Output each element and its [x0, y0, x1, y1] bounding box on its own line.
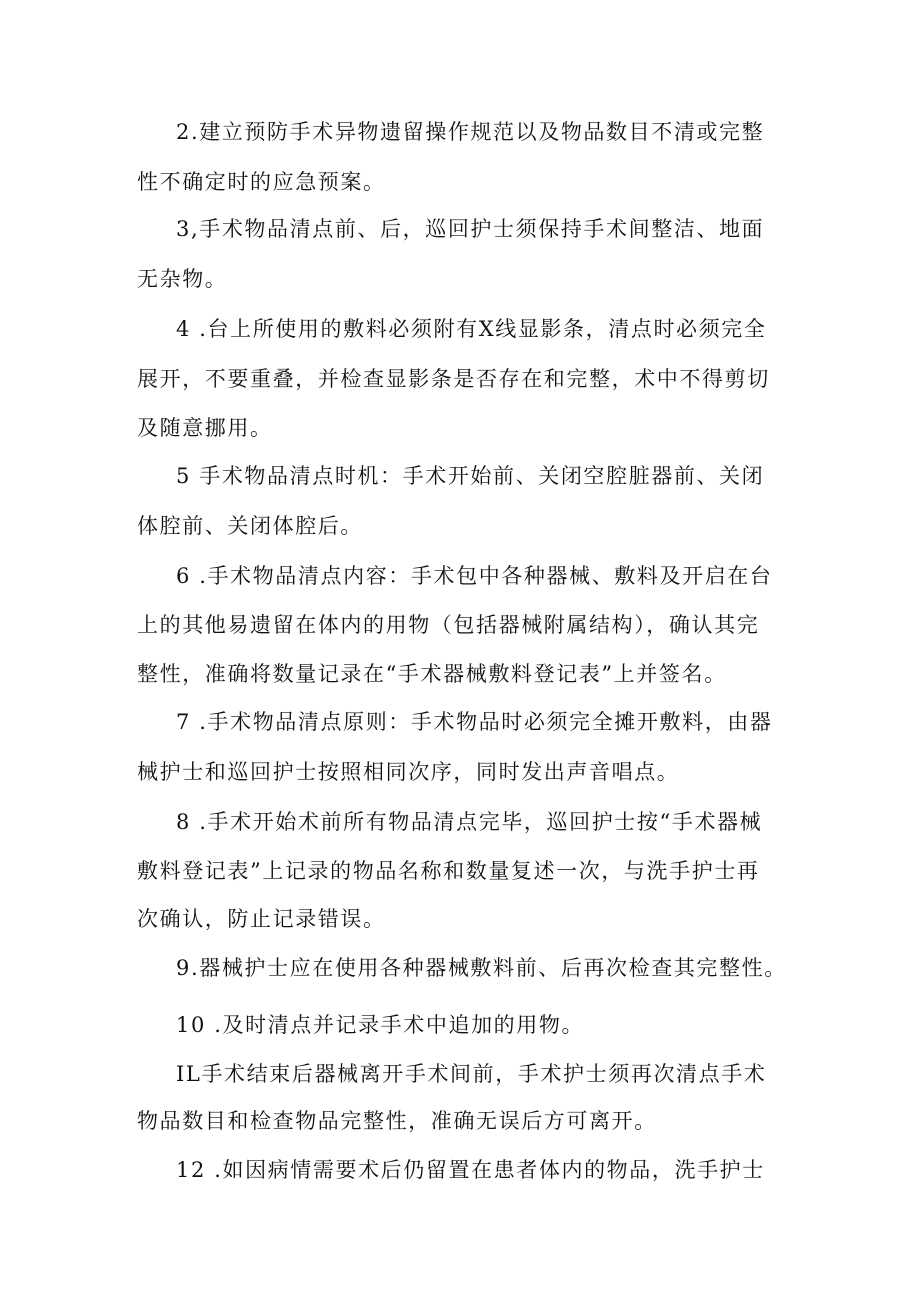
paragraph-5-line-1: 5 手术物品清点时机：手术开始前、关闭空腔脏器前、关闭: [176, 464, 765, 488]
paragraph-3-line-2: 无杂物。: [137, 267, 228, 291]
paragraph-12-line-1: 12 .如因病情需要术后仍留置在患者体内的物品，洗手护士: [176, 1158, 765, 1182]
paragraph-11-line-1: IL手术结束后器械离开手术间前，手术护士须再次清点手术: [176, 1062, 767, 1086]
paragraph-5-line-2: 体腔前、关闭体腔后。: [137, 514, 363, 538]
paragraph-6-line-1: 6 .手术物品清点内容：手术包中各种器械、敷料及开启在台: [176, 564, 773, 588]
paragraph-8-line-2: 敷料登记表”上记录的物品名称和数量复述一次，与洗手护士再: [137, 859, 760, 883]
paragraph-10-line-1: 10 .及时清点并记录手术中追加的用物。: [176, 1013, 585, 1037]
paragraph-8-line-1: 8 .手术开始术前所有物品清点完毕，巡回护士按“手术器械: [176, 810, 763, 834]
paragraph-11-line-2: 物品数目和检查物品完整性，准确无误后方可离开。: [137, 1109, 657, 1133]
paragraph-4-line-2: 展开，不要重叠，并检查显影条是否存在和完整，术中不得剪切: [137, 367, 770, 391]
paragraph-4-line-1: 4 .台上所使用的敷料必须附有X线显影条，清点时必须完全: [176, 317, 767, 341]
paragraph-9-line-1: 9.器械护士应在使用各种器械敷料前、后再次检查其完整性。: [176, 956, 787, 980]
paragraph-4-line-3: 及随意挪用。: [137, 416, 273, 440]
paragraph-7-line-2: 械护士和巡回护士按照相同次序，同时发出声音唱点。: [137, 760, 680, 784]
paragraph-2-line-2: 性不确定时的应急预案。: [137, 170, 386, 194]
paragraph-7-line-1: 7 .手术物品清点原则：手术物品时必须完全摊开敷料，由器: [176, 710, 773, 734]
paragraph-6-line-3: 整性，准确将数量记录在“手术器械敷料登记表”上并签名。: [137, 662, 727, 686]
paragraph-6-line-2: 上的其他易遗留在体内的用物（包括器械附属结构），确认其完: [137, 613, 760, 637]
paragraph-8-line-3: 次确认，防止记录错误。: [137, 907, 386, 931]
paragraph-2-line-1: 2.建立预防手术异物遗留操作规范以及物品数目不清或完整: [176, 120, 765, 144]
paragraph-3-line-1: 3,手术物品清点前、后，巡回护士须保持手术间整洁、地面: [176, 217, 765, 241]
